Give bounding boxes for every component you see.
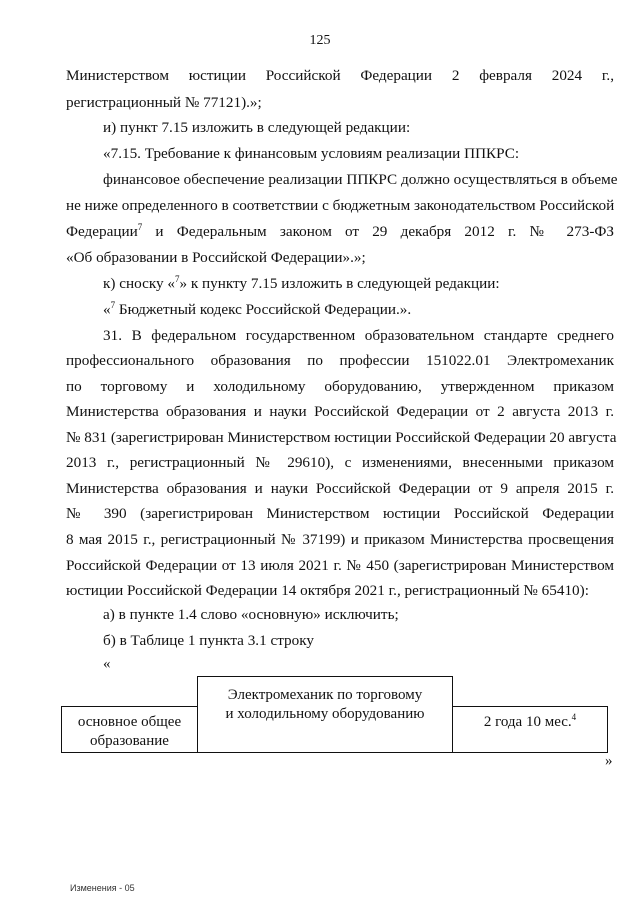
table-open-quote: « bbox=[103, 656, 111, 672]
text-line bbox=[103, 274, 614, 293]
text-line: юстиции Российской Федерации 14 октября 2021 г., регистрационный № 65410): bbox=[66, 582, 589, 599]
text-fragment: » к пункту 7.15 изложить в следующей редакции: bbox=[179, 275, 500, 292]
cell-text: основное общее bbox=[77, 714, 182, 730]
table-cell-profession bbox=[197, 676, 453, 753]
text-line: Министерством юстиции Российской Федерации 2 февраля 2024 г., bbox=[66, 67, 614, 84]
text-line: профессионального образования по профессии 151022.01 Электромеханик bbox=[66, 352, 614, 369]
text-line: № 390 (зарегистрирован Министерством юстиции Российской Федерации bbox=[66, 505, 614, 522]
cell-text: образование bbox=[90, 733, 169, 749]
text-fragment: Бюджетный кодекс Российской Федерации.». bbox=[115, 301, 412, 318]
text-line: Министерства образования и науки Российской Федерации от 2 августа 2013 г. bbox=[66, 403, 614, 420]
cell-text: и холодильному оборудованию bbox=[225, 706, 425, 722]
footnote-mark: 4 bbox=[571, 712, 577, 722]
table-close-quote: » bbox=[605, 753, 613, 769]
text-line: Российской Федерации от 13 июля 2021 г. № 450 (зарегистрирован Министерством bbox=[66, 557, 614, 574]
text-line: финансовое обеспечение реализации ППКРС должно осуществляться в объеме bbox=[103, 171, 618, 188]
text-fragment: к) сноску « bbox=[103, 275, 175, 292]
text-line bbox=[103, 300, 614, 319]
table-cell-duration bbox=[452, 706, 608, 753]
cell-text: Электромеханик по торговому bbox=[227, 687, 423, 703]
text-line: а) в пункте 1.4 слово «основную» исключить; bbox=[103, 606, 399, 623]
page-number: 125 bbox=[309, 33, 331, 48]
text-line: регистрационный № 77121).»; bbox=[66, 94, 262, 111]
text-line: 2013 г., регистрационный № 29610), с изменениями, внесенными приказом bbox=[66, 454, 614, 471]
text-fragment: и Федеральным законом от 29 декабря 2012 г. № 273-ФЗ bbox=[142, 223, 614, 240]
text-line: б) в Таблице 1 пункта 3.1 строку bbox=[103, 632, 314, 649]
footer-label: Изменения - 05 bbox=[70, 883, 135, 893]
text-line bbox=[66, 222, 614, 241]
text-line: «Об образовании в Российской Федерации».»; bbox=[66, 249, 366, 266]
table-cell-education bbox=[61, 706, 198, 753]
footnote-mark: 7 bbox=[137, 222, 143, 232]
text-line: по торговому и холодильному оборудованию, утвержденном приказом bbox=[66, 378, 614, 395]
text-line: № 831 (зарегистрирован Министерством юстиции Российской Федерации 20 августа bbox=[66, 429, 617, 446]
text-line: «7.15. Требование к финансовым условиям реализации ППКРС: bbox=[103, 145, 520, 162]
cell-text: 2 года 10 мес. bbox=[483, 714, 572, 730]
text-line: 8 мая 2015 г., регистрационный № 37199) и приказом Министерства просвещения bbox=[66, 531, 614, 548]
text-line: Министерства образования и науки Российской Федерации от 9 апреля 2015 г. bbox=[66, 480, 614, 497]
text-line: и) пункт 7.15 изложить в следующей редакции: bbox=[103, 119, 411, 136]
text-line: не ниже определенного в соответствии с бюджетным законодательством Российской bbox=[66, 197, 615, 214]
text-line: 31. В федеральном государственном образовательном стандарте среднего bbox=[103, 327, 614, 344]
footnote-mark: 7 bbox=[110, 300, 116, 310]
footnote-mark: 7 bbox=[174, 274, 180, 284]
text-fragment: « bbox=[103, 301, 111, 318]
text-fragment: Федерации bbox=[66, 223, 138, 240]
